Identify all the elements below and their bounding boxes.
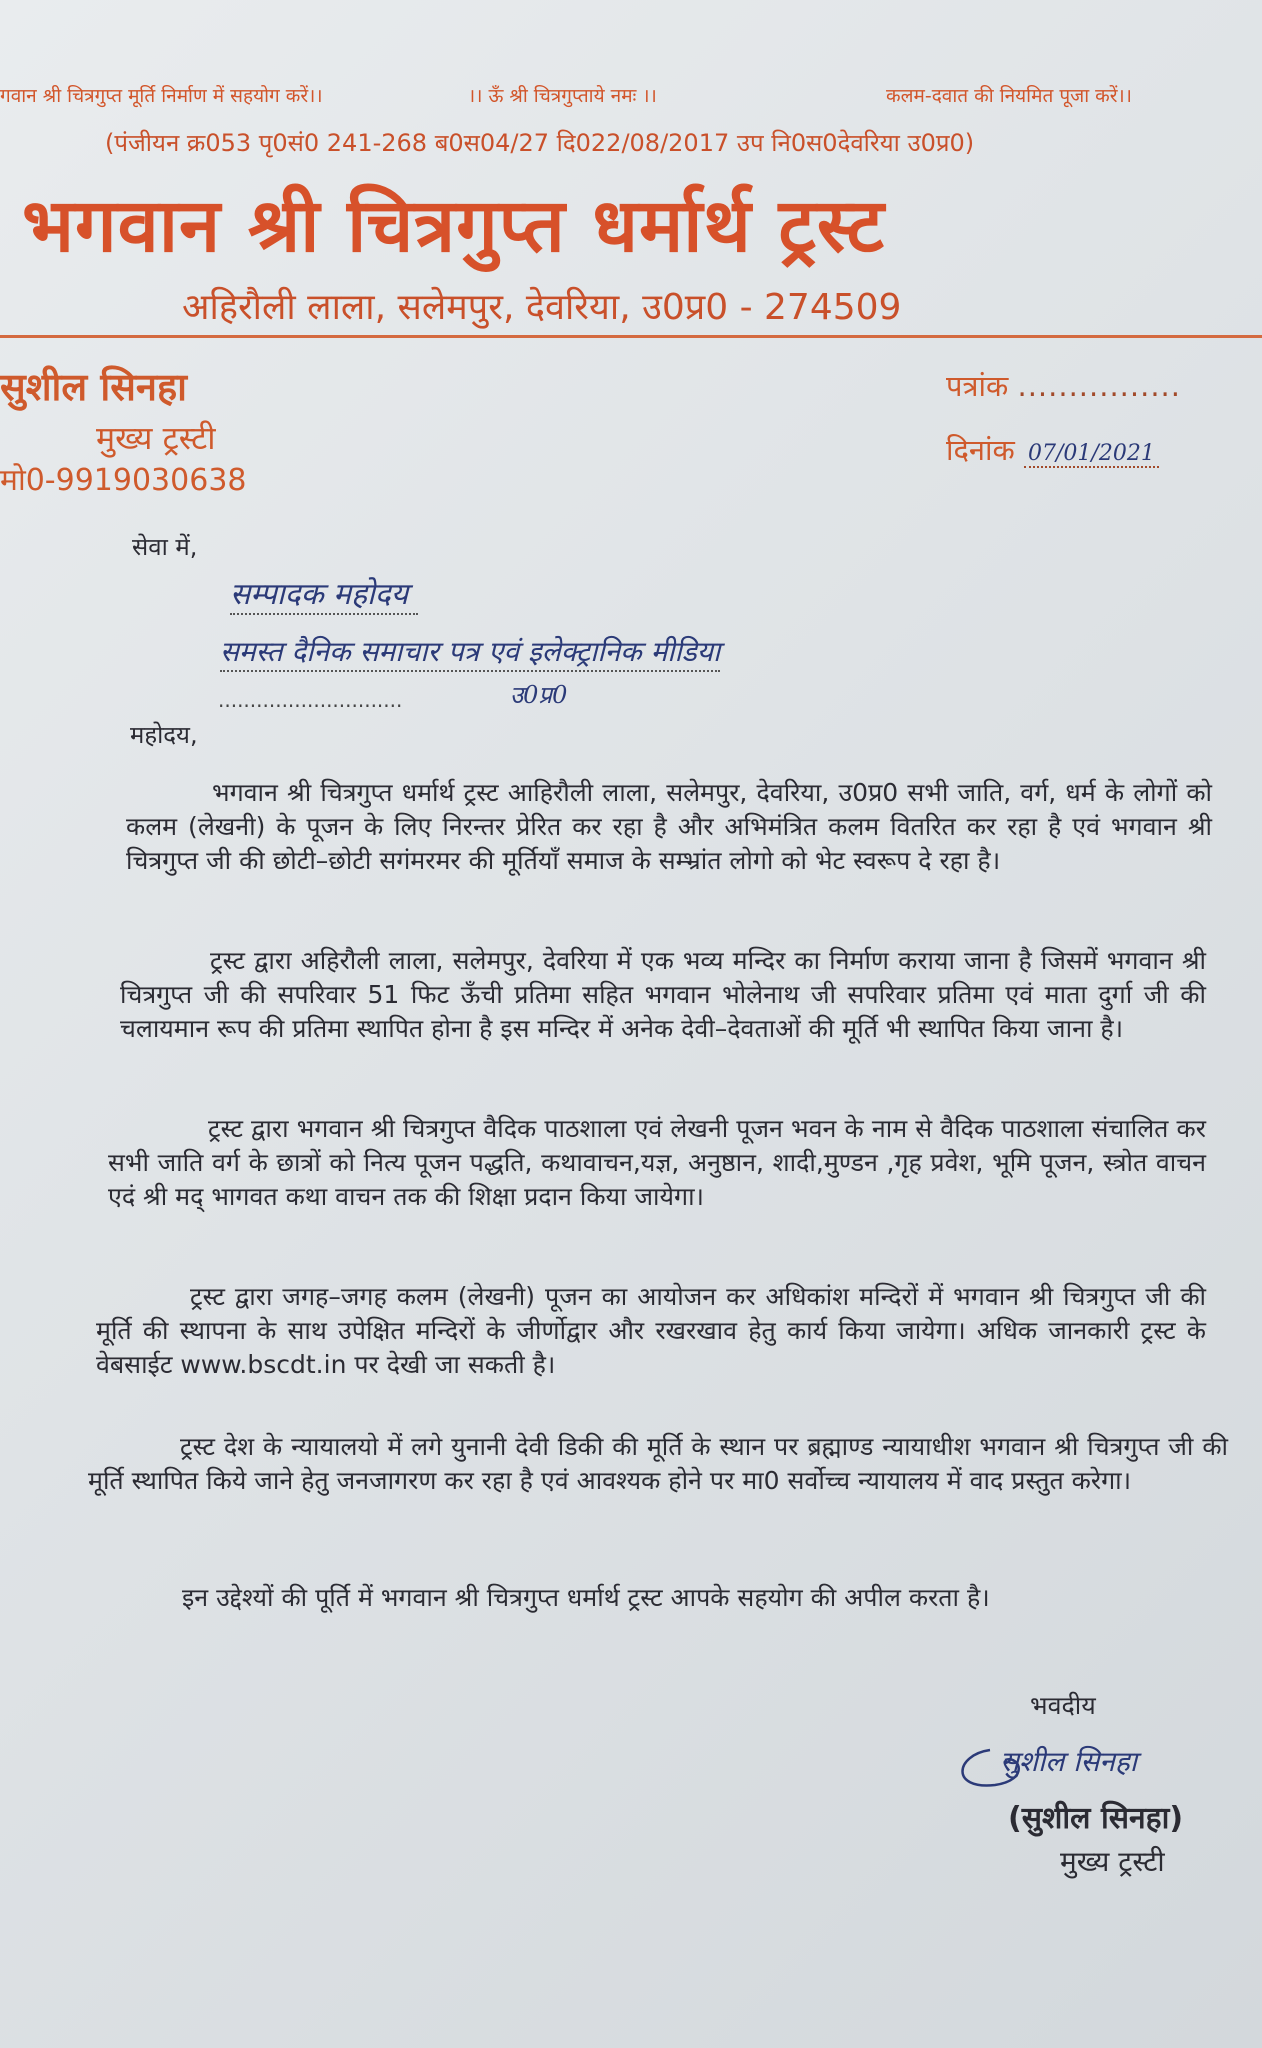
recipient-line-3: उ0प्र0 (510, 681, 568, 709)
slogan-left: गवान श्री चित्रगुप्त मूर्ति निर्माण में सहयोग करें।। (0, 85, 323, 107)
letterhead-divider (0, 335, 1262, 338)
bhavdiya: भवदीय (1030, 1691, 1096, 1720)
trust-address: अहिरौली लाला, सलेमपुर, देवरिया, उ0प्र0 - 274509 (182, 287, 902, 328)
closing-name: (सुशील सिनहा) (1008, 1801, 1184, 1836)
recipient-line-1: सम्पादक महोदय (230, 572, 418, 615)
patrank-field (946, 366, 1181, 405)
greeting: महोदय, (130, 721, 198, 749)
body-paragraph-4: ट्रस्ट द्वारा जगह–जगह कलम (लेखनी) पूजन का आयोजन कर अधिकांश मन्दिरों में भगवान श्री चित्रगुप्त जी की मूर्ति की स्थापना के साथ उपेक्षित मन्दिरों के जीर्णोद्वार और रखरखाव हेतु कार्य किया जायेगा। अधिक जानकारी ट्रस्ट के वेबसाईट www.bscdt.in पर देखी जा सकती है। (96, 1282, 1206, 1379)
body-paragraph-2: ट्रस्ट द्वारा अहिरौली लाला, सलेमपुर, देवरिया में एक भव्य मन्दिर का निर्माण कराया जाना है जिसमें भगवान श्री चित्रगुप्त जी की सपरिवार 51 फिट ऊँची प्रतिमा सहित भगवान भोलेनाथ जी सपरिवार प्रतिमा एवं माता दुर्गा जी की चलायमान रूप की प्रतिमा स्थापित होना है इस मन्दिर में अनेक देवी–देवताओं की मूर्ति भी स्थापित किया जाना है। (120, 946, 1206, 1043)
dinank-label: दिनांक (946, 433, 1015, 467)
body-paragraph-3: ट्रस्ट द्वारा भगवान श्री चित्रगुप्त वैदिक पाठशाला एवं लेखनी पूजन भवन के नाम से वैदिक पाठशाला संचालित कर सभी जाति वर्ग के छात्रों को नित्य पूजन पद्धति, कथावाचन,यज्ञ, अनुष्ठान, शादी,मुण्डन ,गृह प्रवेश, भूमि पूजन, स्त्रोत वाचन एदं श्री मद् भागवत कथा वाचन तक की शिक्षा प्रदान किया जायेगा। (108, 1114, 1206, 1211)
sender-name: सुशील सिनहा (0, 365, 188, 409)
sender-mobile: मो0-9919030638 (0, 463, 247, 498)
body-paragraph-6: इन उद्देश्यों की पूर्ति में भगवान श्री चित्रगुप्त धर्मार्थ ट्रस्ट आपके सहयोग की अपील करता है। (182, 1583, 990, 1612)
seva-mein: सेवा में, (132, 533, 198, 561)
slogan-right: कलम-दवात की नियमित पूजा करें।। (886, 85, 1132, 107)
dinank-value: 07/01/2021 (1024, 441, 1159, 468)
patrank-label: पत्रांक (946, 369, 1009, 403)
slogan-center: ।। ऊँ श्री चित्रगुप्ताये नमः ।। (468, 85, 657, 107)
patrank-dots: ................ (1017, 369, 1181, 403)
body-paragraph-1: भगवान श्री चित्रगुप्त धर्मार्थ ट्रस्ट आहिरौली लाला, सलेमपुर, देवरिया, उ0प्र0 सभी जाति, वर्ग, धर्म के लोगों को कलम (लेखनी) के पूजन के लिए निरन्तर प्रेरित कर रहा है और अभिमंत्रित कलम वितरित कर रहा है एवं भगवान श्री चित्रगुप्त जी की छोटी–छोटी सगंमरमर की मूर्तियाँ समाज के सम्भ्रांत लोगो को भेट स्वरूप दे रहा है। (126, 778, 1212, 875)
trust-name-heading: भगवान श्री चित्रगुप्त धर्मार्थ ट्रस्ट (22, 183, 885, 269)
recipient-line-2: समस्त दैनिक समाचार पत्र एवं इलेक्ट्रानिक मीडिया (220, 632, 720, 672)
registration-line: (पंजीयन क्र053 पृ0सं0 241-268 ब0स04/27 दि022/08/2017 उप नि0स0देवरिया उ0प्र0) (105, 129, 975, 157)
signature-handwritten: सुशील सिनहा (1000, 1745, 1137, 1778)
closing-designation: मुख्य ट्रस्टी (1060, 1845, 1165, 1878)
dinank-field (946, 430, 1159, 469)
body-paragraph-5: ट्रस्ट देश के न्यायालयो में लगे युनानी देवी डिकी की मूर्ति के स्थान पर ब्रह्माण्ड न्यायाधीश भगवान श्री चित्रगुप्त जी की मूर्ति स्थापित किये जाने हेतु जनजागरण कर रहा है एवं आवश्यक होने पर मा0 सर्वोच्च न्यायालय में वाद प्रस्तुत करेगा। (88, 1432, 1228, 1495)
recipient-line-3-dots: ............................. (218, 688, 403, 712)
sender-designation: मुख्य ट्रस्टी (96, 419, 216, 457)
